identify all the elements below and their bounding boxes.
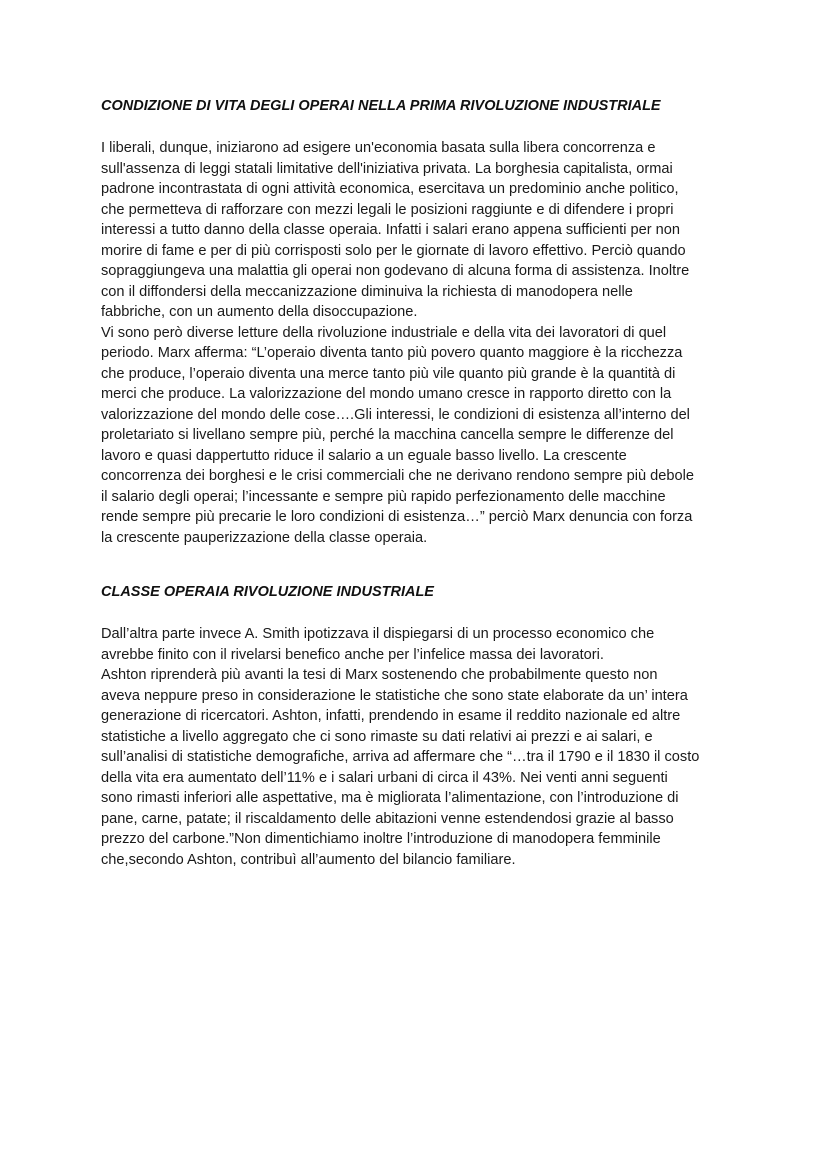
text-line: I liberali, dunque, iniziarono ad esigere un'economia basata sulla libera concorrenza e: [101, 140, 656, 156]
text-line: Ashton riprenderà più avanti la tesi di Marx sostenendo che probabilmente questo non: [101, 667, 658, 683]
text-line: con il diffondersi della meccanizzazione diminuiva la richiesta di manodopera nelle: [101, 283, 633, 300]
text-line: che permetteva di rafforzare con mezzi legali le posizioni raggiunte e di difendere i propri: [101, 201, 674, 218]
text-line: avrebbe finito con il rivelarsi benefico anche per l’infelice massa dei lavoratori.: [101, 646, 604, 663]
section-body-working-class: [101, 624, 741, 870]
text-line: generazione di ricercatori. Ashton, infatti, prendendo in esame il reddito nazionale ed altre: [101, 708, 681, 724]
text-line: merci che produce. La valorizzazione del mondo umano cresce in rapporto diretto con la: [101, 386, 672, 402]
text-line: proletariato si livellano sempre più, perché la macchina cancella sempre le differenze del: [101, 427, 674, 443]
text-line: che,secondo Ashton, contribuì all’aumento del bilancio familiare.: [101, 851, 516, 868]
text-line: concorrenza dei borghesi e le crisi commerciali che ne derivano rendono sempre più debole: [101, 468, 694, 484]
text-line: valorizzazione del mondo delle cose….Gli interessi, le condizioni di esistenza all’interno del: [101, 406, 690, 423]
section-body-living-conditions: [101, 138, 741, 548]
text-line: pane, carne, patate; il riscaldamento delle abitazioni venne estendendosi grazie al basso: [101, 810, 674, 827]
text-line: della vita era aumentato dell’11% e i salari urbani di circa il 43%. Nei venti anni seguenti: [101, 769, 668, 786]
text-line: il salario degli operai; l’incessante e sempre più rapido perfezionamento delle macchine: [101, 488, 666, 505]
text-line: prezzo del carbone.”Non dimentichiamo inoltre l’introduzione di manodopera femminile: [101, 831, 661, 847]
text-line: interessi a tutto danno della classe operaia. Infatti i salari erano appena sufficienti per non: [101, 222, 680, 238]
text-line: sopraggiungeva una malattia gli operai non godevano di alcuna forma di assistenza. Inoltre: [101, 263, 690, 279]
text-line: periodo. Marx afferma: “L’operaio diventa tanto più povero quanto maggiore è la ricchezza: [101, 345, 683, 361]
text-line: Vi sono però diverse letture della rivoluzione industriale e della vita dei lavoratori di quel: [101, 324, 667, 341]
text-line: morire di fame e per di più corrisposti solo per le giornate di lavoro effettivo. Perciò quando: [101, 242, 686, 259]
text-line: statistiche a livello aggregato che ci sono rimaste su dati relativi ai prezzi e ai salari, e: [101, 728, 653, 745]
text-line: padrone incontrastata di ogni attività economica, esercitava un predominio anche politico,: [101, 181, 679, 197]
text-line: sull'assenza di leggi statali limitative dell'iniziativa privata. La borghesia capitalista, ormai: [101, 160, 673, 177]
text-line: che produce, l’operaio diventa una merce tanto più vile quanto più grande è la quantità di: [101, 365, 676, 382]
text-line: aveva neppure preso in considerazione le statistiche che sono state elaborate da un’ intera: [101, 687, 688, 704]
text-line: sono rimasti inferiori alle aspettative, ma è migliorata l’alimentazione, con l’introduzione di: [101, 790, 679, 806]
text-line: lavoro e quasi dappertutto riduce il salario a un eguale basso livello. La crescente: [101, 447, 627, 464]
text-line: la crescente pauperizzazione della classe operaia.: [101, 529, 428, 546]
text-line: rende sempre più precarie le loro condizioni di esistenza…” perciò Marx denuncia con forza: [101, 509, 693, 525]
text-line: fabbriche, con un aumento della disoccupazione.: [101, 304, 418, 320]
text-line: Dall’altra parte invece A. Smith ipotizzava il dispiegarsi di un processo economico che: [101, 626, 655, 642]
text-line: sull’analisi di statistiche demografiche, arriva ad affermare che “…tra il 1790 e il 1830 il costo: [101, 749, 700, 765]
section-heading-living-conditions: CONDIZIONE DI VITA DEGLI OPERAI NELLA PRIMA RIVOLUZIONE INDUSTRIALE: [101, 98, 661, 114]
section-heading-working-class: CLASSE OPERAIA RIVOLUZIONE INDUSTRIALE: [101, 584, 434, 600]
